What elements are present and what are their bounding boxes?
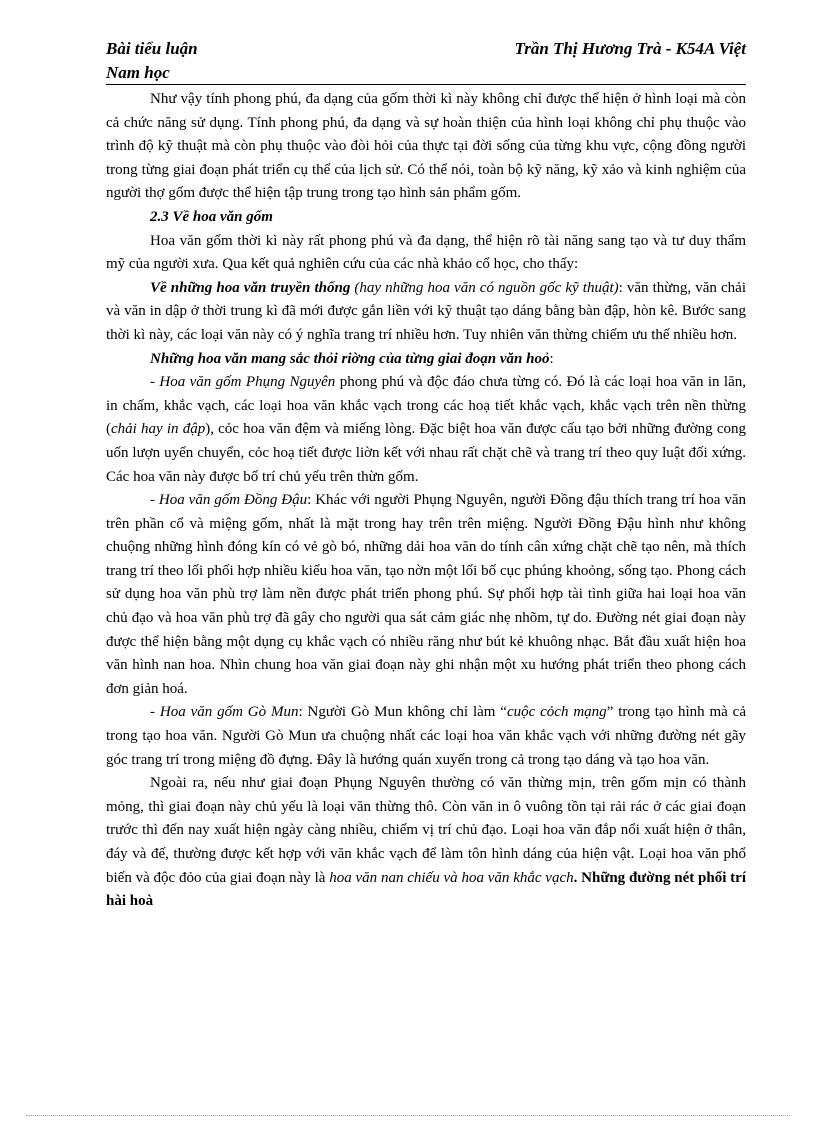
- header-author: Trần Thị Hương Trà - K54A Việt: [514, 39, 746, 58]
- paragraph-go-mun: [106, 701, 746, 772]
- header-subject: Nam học: [106, 63, 170, 82]
- traditional-paren: (hay những hoa văn có nguồn gốc kỹ thuật): [350, 279, 619, 296]
- paragraph-richness: Như vậy tính phong phú, đa dạng của gốm thời kì này không chỉ được thể hiện ở hình loại mà còn cả chức năng sử dụng. Tính phong phú, đa dạng và sự hoàn thiện của hình loại không chỉ phụ thuộc vào trình độ kỹ thuật mà còn phụ thuộc vào đòi hỏi của thực tại đời sống của từng khu vực, cộng đồng người trong từng giai đoạn phát triển cụ thể của lịch sử. Có thể nói, toàn bộ kỹ năng, kỹ xảo và kinh nghiệm của người thợ gốm được thể hiện tập trung trong tạo hình sản phẩm gốm.: [106, 91, 746, 202]
- dong-dau-lead: - Hoa văn gốm Đồng Đậu: [150, 492, 308, 509]
- stage-colon: :: [549, 350, 554, 367]
- header-rule: [106, 84, 746, 85]
- phung-nguyen-text-b: ), cỏc hoa văn đệm và miếng lòng. Đặc biệt hoa văn được cấu tạo bởi những đường cong uốn lượn uyển chuyển, cỏc hoạ tiết được liờn kết với nhau rất chặt chẽ và trang trí theo quy luật đối xứng. Các hoa văn này được bố trí chủ yếu trên thừn gốm.: [106, 421, 746, 485]
- paragraph-intro-patterns: Hoa văn gốm thời kì này rất phong phú và đa dạng, thể hiện rõ tài năng sang tạo và tư duy thẩm mỹ của người xưa. Qua kết quả nghiên cứu của các nhà khảo cổ học, cho thấy:: [106, 232, 746, 273]
- paragraph-phung-nguyen: [106, 371, 746, 489]
- go-mun-text-a: : Người Gò Mun không chỉ làm “: [298, 704, 507, 721]
- header-doc-type: Bài tiểu luận: [106, 39, 198, 58]
- go-mun-text-b: ” trong tạo hình mà cả trong tạo hoa văn. Người Gò Mun ưa chuộng nhất các loại hoa văn khắc vạch với những đường nét gãy góc trang trí trong miệng đồ đựng. Đây là hướng quán xuyến trong cả trong tạo dáng và tạo hoa văn.: [106, 704, 746, 768]
- paragraph-stage-patterns: [106, 348, 746, 372]
- paragraph-other: [106, 772, 746, 914]
- section-heading-2-3: 2.3 Về hoa văn gốm: [150, 208, 273, 225]
- phung-nguyen-text-a: phong phú và độc đáo chưa từng có. Đó là các loại hoa văn in lăn, in chấm, khắc vạch, các loại hoa văn khắc vạch trong các hoạ tiết khắc vạch, khắc vạch trên nền thừng (: [106, 374, 746, 438]
- go-mun-italic: cuộc cỏch mạng: [506, 704, 607, 721]
- traditional-text: : văn thừng, văn chải và văn in dập ở thời trung kì đã mới được gắn liền với kỹ thuật tạo dáng bằng bàn đập, hòn kê. Bước sang thời kì này, các loại văn này có ý nghĩa trang trí nhiều hơn. Tuy nhiên văn thừng chiếm ưu thế nhiều hơn.: [106, 279, 747, 343]
- other-text-b: . Những đường nét phối trí hài hoà: [106, 869, 746, 910]
- paragraph-traditional-patterns: [106, 277, 746, 348]
- page-header: [106, 38, 746, 84]
- phung-nguyen-lead: - Hoa văn gốm Phụng Nguyên: [150, 374, 336, 391]
- dong-dau-text: : Khác với người Phụng Nguyên, người Đồng đậu thích trang trí hoa văn trên phần cổ và miệng gốm, nhất là mặt trong hay trên trên miệng. Người Đồng Đậu hình như không chuộng những hình đóng kín có vẻ gò bó, những dải hoa văn do tính cân xứng chặt chẽ tạo nên, mà thích trang trí theo lối phối hợp nhiều kiểu hoa văn, tạo nờn một lối bố cục phúng khoỏng, sống tạo. Phong cách sử dụng hoa văn phù trợ làm nền được phát triển phong phú. Sự phối hợp tài tình giữa hai loại hoa văn chủ đạo và hoa văn phù trợ đã gây cho người qua sát cảm giác nhẹ nhõm, tự do. Đường nét giai đoạn này được thể hiện bằng một dụng cụ khắc vạch có nhiều răng như bút kẻ khuông nhạc. Bắt đầu xuất hiện hoa văn hình nan hoa. Nhìn chung hoa văn giai đoạn này ghi nhận một xu hướng phát triển theo phong cách đơn giản hoá.: [106, 492, 747, 697]
- traditional-lead: Về những hoa văn truyền thống: [150, 279, 351, 296]
- phung-nguyen-italic: chải hay in đập: [111, 421, 206, 438]
- other-italic: hoa văn nan chiếu và hoa văn khắc vạch: [329, 869, 574, 886]
- other-text-a: Ngoài ra, nếu như giai đoạn Phụng Nguyên thường có văn thừng mịn, trên gốm mịn có thành mỏng, thì giai đoạn này chủ yếu là loại văn thừng thô. Còn văn in ô vuông tồn tại rải rác ở các giai đoạn trước thì đến nay xuất hiện ngày càng nhiều, chiếm vị trí chủ đạo. Loại hoa văn đắp nổi xuất hiện ở thân, đáy và đế, thường được kết hợp với văn khắc vạch để làm tôn hình dáng của hiện vật. Loại hoa văn phổ biến và độc đỏo của giai đoạn này là: [106, 775, 746, 886]
- footer-dotted-rule: [26, 1115, 790, 1116]
- stage-lead: Những hoa văn mang sắc thỏi riờng của từng giai đoạn văn hoỏ: [150, 350, 550, 367]
- go-mun-lead: - Hoa văn gốm Gò Mun: [150, 704, 299, 721]
- paragraph-dong-dau: [106, 489, 746, 701]
- document-body: [106, 88, 746, 914]
